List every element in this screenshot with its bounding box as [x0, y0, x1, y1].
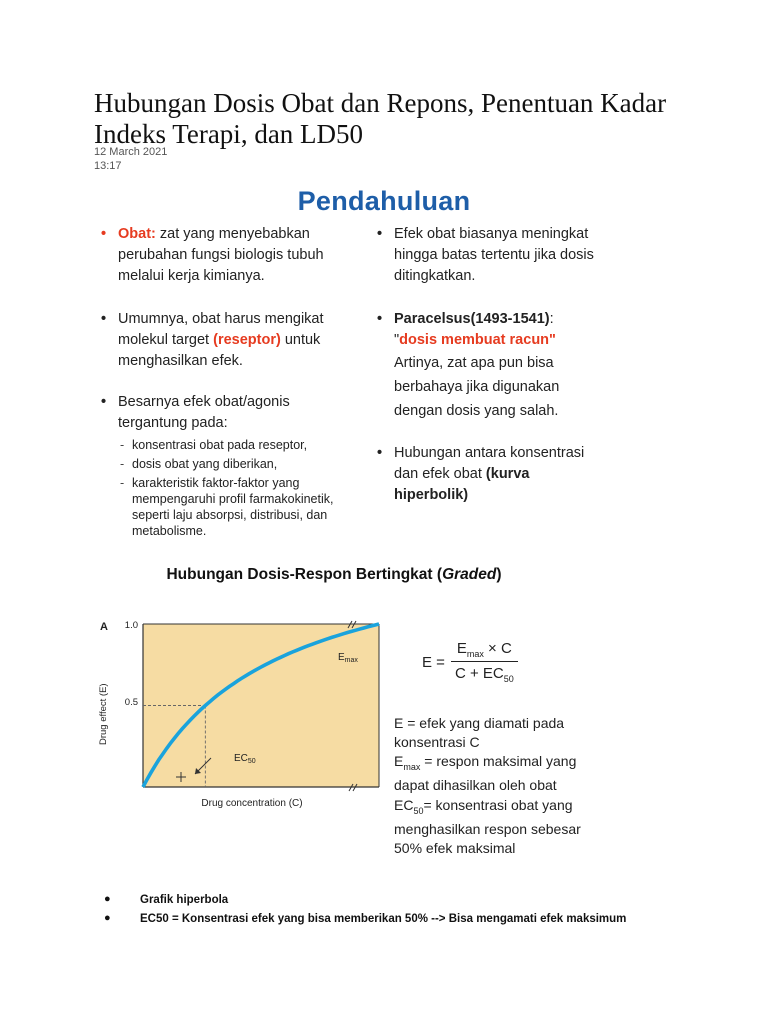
ec50-label: $EC_{50}$	[234, 753, 256, 765]
left-column	[100, 224, 362, 555]
sublist-item: - konsentrasi obat pada reseptor,	[120, 438, 308, 452]
bullet-besarnya-efek	[100, 392, 362, 539]
bullet-dot: •	[101, 311, 107, 327]
right-column	[376, 224, 594, 522]
note-bullet: ●	[104, 893, 111, 905]
dose-response-chart	[92, 610, 388, 816]
bullet-dot: •	[377, 311, 383, 327]
x-axis-label: Drug concentration (C)	[201, 798, 303, 809]
paracelsus-name: Paracelsus(1493-1541)	[394, 311, 550, 327]
y-tick-label: 0.5	[124, 697, 138, 708]
legend-e: E = efek yang diamati pada konsentrasi C	[394, 715, 565, 750]
document-date: 12 March 2021	[94, 146, 168, 158]
obat-definition: zat yang menyebabkan perubahan fungsi biologis tubuh melalui kerja kimianya.	[118, 226, 324, 284]
reseptor-highlight: (reseptor)	[213, 332, 281, 348]
sublist-item: - karakteristik faktor-faktor yang mempengaruhi profil farmakokinetik, seperti laju absorpsi, distribusi, dan metabolisme.	[120, 476, 334, 538]
bullet-reseptor	[100, 309, 362, 372]
bullet-dot: •	[101, 226, 107, 242]
bullet-dot: •	[377, 226, 383, 242]
paracelsus-colon: :	[549, 311, 554, 327]
quote-close: "	[549, 332, 556, 348]
formula-numerator: $E_{max} \times C$	[456, 640, 512, 659]
sublist-item: - dosis obat yang diberikan,	[120, 457, 278, 471]
paracelsus-quote: dosis membuat racun	[399, 332, 550, 348]
formula-lhs: E =	[422, 653, 445, 671]
reseptor-text-after: untuk menghasilkan efek.	[118, 332, 321, 369]
bullet-obat	[100, 224, 362, 287]
formula-denominator: $C + EC_{50}$	[451, 661, 518, 684]
y-axis-label: Drug effect (E)	[98, 683, 109, 745]
document-title: Hubungan Dosis Obat dan Repons, Penentuan Kadar Indeks Terapi, dan LD50	[94, 88, 667, 149]
quote-open: "	[394, 332, 400, 348]
legend-emax: $E_{max}$ = respon maksimal yang dapat dihasilkan oleh obat	[394, 753, 577, 794]
y-tick-label: 1.0	[124, 620, 138, 631]
factor-sublist	[118, 437, 362, 539]
efek-obat-text: Efek obat biasanya meningkat hingga batas tertentu jika dosis ditingkatkan.	[394, 226, 594, 284]
term-obat: Obat:	[118, 226, 156, 242]
bullet-paracelsus	[376, 309, 594, 423]
bullet-hubungan	[376, 443, 594, 506]
reseptor-text-before: Umumnya, obat harus mengikat molekul target	[118, 311, 324, 348]
note-item: ● Grafik hiperbola	[104, 893, 229, 906]
panel-label: A	[100, 621, 108, 633]
bullet-efek-obat	[376, 224, 594, 287]
note-bullet: ●	[104, 912, 111, 924]
document-time: 13:17	[94, 160, 122, 172]
formula-fraction	[451, 640, 518, 684]
kurva-hiperbolik: (kurva hiperbolik)	[394, 466, 530, 503]
bullet-dot: •	[101, 394, 107, 410]
note-item: ● EC50 = Konsentrasi efek yang bisa memberikan 50% --> Bisa mengamati efek maksimum	[104, 912, 627, 925]
formula-legend	[394, 714, 584, 858]
emax-label: $E_{max}$	[338, 652, 358, 664]
legend-ec50: $EC_{50}=$ konsentrasi obat yang menghasilkan respon sebesar 50% efek maksimal	[394, 796, 581, 856]
hubungan-text: Hubungan antara konsentrasi dan efek obat	[394, 445, 585, 482]
hyperbolic-formula	[422, 640, 518, 684]
bullet-dot: •	[377, 445, 383, 461]
graph-heading: Hubungan Dosis-Respon Bertingkat (Graded)	[166, 566, 502, 583]
graded-italic: Graded	[442, 566, 497, 583]
paracelsus-explanation: Artinya, zat apa pun bisa berbahaya jika digunakan dengan dosis yang salah.	[394, 355, 560, 419]
slide-heading: Pendahuluan	[297, 186, 471, 216]
besarnya-efek-text: Besarnya efek obat/agonis tergantung pada:	[118, 394, 290, 431]
notes-list	[104, 894, 626, 932]
